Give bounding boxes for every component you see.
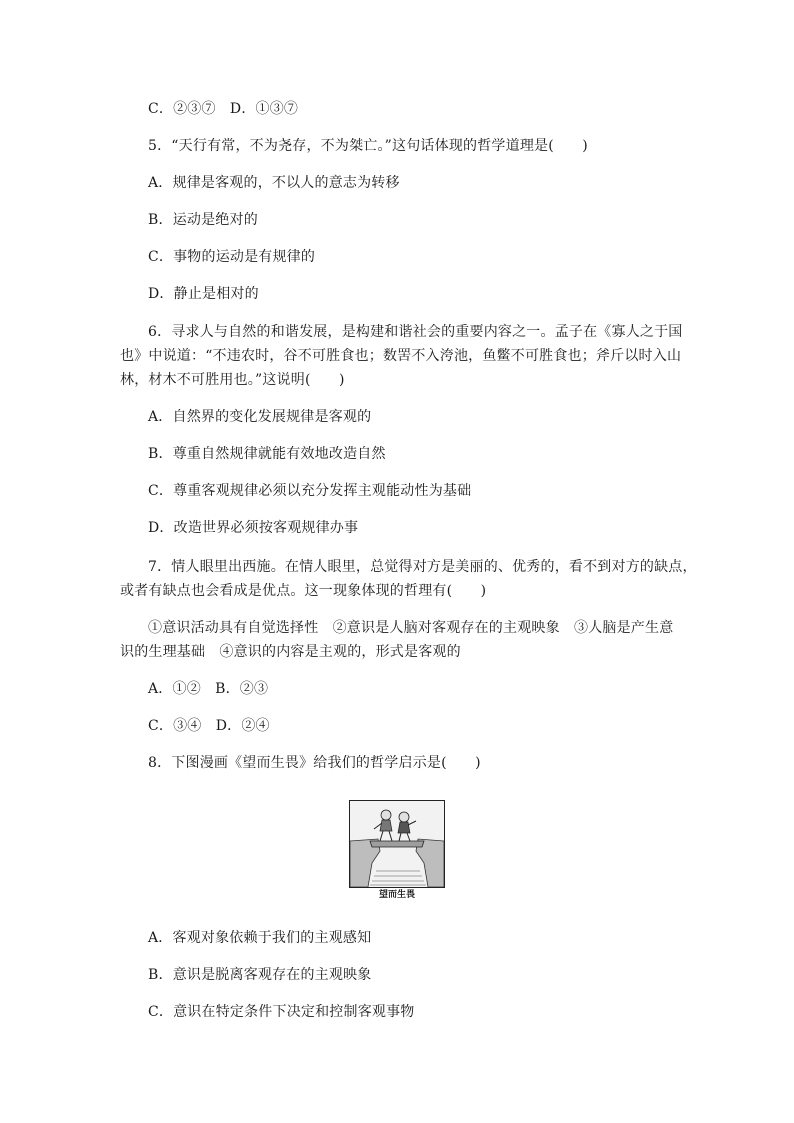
q5-stem: 5．“天行有常，不为尧存，不为桀亡。”这句话体现的哲学道理是( ) bbox=[148, 138, 588, 154]
q8-option-a: A．客观对象依赖于我们的主观感知 bbox=[148, 930, 372, 946]
q6-option-d: D．改造世界必须按客观规律办事 bbox=[148, 520, 359, 536]
q6-stem-line1: 6．寻求人与自然的和谐发展，是构建和谐社会的重要内容之一。孟子在《寡人之于国 bbox=[148, 324, 683, 340]
q7-stem-line1: 7．情人眼里出西施。在情人眼里，总觉得对方是美丽的、优秀的，看不到对方的缺点， bbox=[148, 559, 697, 575]
q7-options-cd: C．③④ D．②④ bbox=[148, 718, 270, 734]
comic-caption: 望而生畏 bbox=[378, 890, 415, 900]
comic-drawing bbox=[350, 801, 444, 887]
q6-stem-line3: 林，材木不可胜用也。”这说明( ) bbox=[120, 372, 345, 388]
q6-option-b: B．尊重自然规律就能有效地改造自然 bbox=[148, 446, 386, 462]
q8-option-b: B．意识是脱离客观存在的主观映象 bbox=[148, 967, 372, 983]
q5-option-d: D．静止是相对的 bbox=[148, 286, 259, 302]
q5-option-c: C．事物的运动是有规律的 bbox=[148, 249, 316, 265]
comic-figure bbox=[349, 800, 445, 901]
q7-statements-line2: 识的生理基础 ④意识的内容是主观的，形式是客观的 bbox=[120, 644, 461, 660]
q6-option-a: A．自然界的变化发展规律是客观的 bbox=[148, 409, 372, 425]
q6-stem-line2: 也》中说道：“不违农时，谷不可胜食也；数罟不入洿池，鱼鳖不可胜食也；斧斤以时入山 bbox=[120, 348, 682, 364]
q8-stem: 8．下图漫画《望而生畏》给我们的哲学启示是( ) bbox=[148, 755, 481, 771]
q7-statements-line1: ①意识活动具有自觉选择性 ②意识是人脑对客观存在的主观映象 ③人脑是产生意 bbox=[148, 620, 674, 636]
q4-options-cd: C．②③⑦ D．①③⑦ bbox=[148, 101, 299, 117]
q6-option-c: C．尊重客观规律必须以充分发挥主观能动性为基础 bbox=[148, 483, 472, 499]
q7-options-ab: A．①② B．②③ bbox=[148, 681, 269, 697]
q5-option-a: A．规律是客观的，不以人的意志为转移 bbox=[148, 175, 400, 191]
q8-option-c: C．意识在特定条件下决定和控制客观事物 bbox=[148, 1004, 415, 1020]
q5-option-b: B．运动是绝对的 bbox=[148, 212, 258, 228]
q7-stem-line2: 或者有缺点也会看成是优点。这一现象体现的哲理有( ) bbox=[120, 583, 487, 599]
comic-image bbox=[349, 800, 445, 888]
